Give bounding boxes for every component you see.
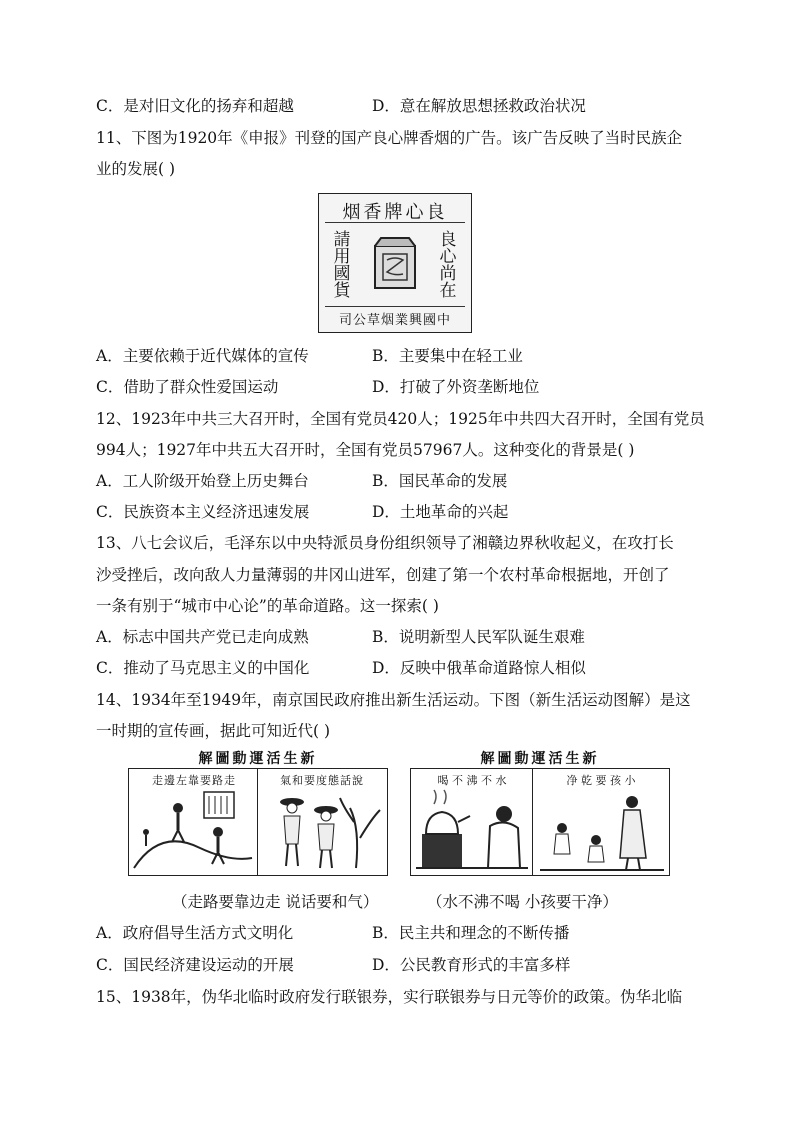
q13-option-d: D．反映中俄革命道路惊人相似: [372, 659, 586, 677]
q11-option-a: A．主要依赖于近代媒体的宣传: [96, 347, 309, 365]
poster-left-divider: [257, 768, 258, 876]
poster-right-caption: （水不沸不喝 小孩要干净）: [427, 893, 618, 911]
q11-stem-line1: 11、下图为1920年《申报》刊登的国产良心牌香烟的广告。该广告反映了当时民族企: [96, 129, 683, 147]
ad-bottom-text: 司公草烟業興國中: [338, 313, 451, 328]
ad-right-column-char: 良: [439, 230, 457, 250]
ad-right-column-char: 在: [439, 281, 457, 301]
q11-stem-line2: 业的发展( ): [96, 160, 176, 178]
walking-people-illustration: [130, 788, 256, 872]
q14-poster-right: [408, 748, 672, 878]
boiling-water-illustration: [412, 788, 530, 872]
q11-cigarette-ad: [318, 193, 472, 333]
q13-option-b: B．说明新型人民军队诞生艰难: [372, 628, 585, 646]
q14-option-a: A．政府倡导生活方式文明化: [96, 924, 294, 942]
ad-right-column-char: 心: [439, 247, 457, 267]
q13-option-c: C．推动了马克思主义的中国化: [96, 659, 310, 677]
poster-right-divider: [532, 768, 533, 876]
ad-left-column-char: 國: [333, 264, 351, 284]
talking-people-illustration: [260, 788, 386, 872]
poster-right-panel2-label: 净 乾 要 孩 小: [566, 774, 636, 787]
poster-left-panel2-label: 氣和要度態話說: [280, 774, 364, 787]
q14-option-c: C．国民经济建设运动的开展: [96, 956, 294, 974]
q11-option-c: C．借助了群众性爱国运动: [96, 378, 279, 396]
poster-left-panel1-label: 走邊左靠要路走: [152, 774, 236, 787]
ad-left-column-char: 用: [333, 247, 351, 267]
q12-stem-line1: 12、1923年中共三大召开时，全国有党员420人；1925年中共四大召开时，全国有党员: [96, 410, 705, 428]
q10-option-c: C．是对旧文化的扬弃和超越: [96, 97, 294, 115]
poster-left-caption: （走路要靠边走 说话要和气）: [172, 893, 379, 911]
q13-stem-line2: 沙受挫后，改向敌人力量薄弱的井冈山进军，创建了第一个农村革命根据地，开创了: [96, 566, 670, 584]
q14-option-d: D．公民教育形式的丰富多样: [372, 956, 571, 974]
q12-option-b: B．国民革命的发展: [372, 472, 508, 490]
q10-option-d: D．意在解放思想拯救政治状况: [372, 97, 586, 115]
ad-top-text: 烟香牌心良: [342, 202, 448, 223]
ad-left-column: [331, 230, 353, 301]
q15-stem-line1: 15、1938年，伪华北临时政府发行联银券，实行联银券与日元等价的政策。伪华北临: [96, 988, 683, 1006]
q14-stem-line2: 一时期的宣传画，据此可知近代( ): [96, 722, 331, 740]
q11-option-d: D．打破了外资垄断地位: [372, 378, 540, 396]
cigarette-pack-icon: [371, 236, 419, 292]
clean-children-illustration: [536, 788, 668, 872]
ad-left-column-char: 貨: [333, 281, 351, 301]
poster-left-header: 解圖動運活生新: [198, 751, 318, 767]
q12-stem-line2: 994人；1927年中共五大召开时，全国有党员57967人。这种变化的背景是( ): [96, 441, 635, 459]
ad-divider-top: [325, 222, 465, 223]
ad-right-column: [437, 230, 459, 301]
poster-right-header: 解圖動運活生新: [480, 751, 600, 767]
q14-option-b: B．民主共和理念的不断传播: [372, 924, 570, 942]
q14-stem-line1: 14、1934年至1949年，南京国民政府推出新生活运动。下图（新生活运动图解）是这: [96, 691, 691, 709]
q11-option-b: B．主要集中在轻工业: [372, 347, 523, 365]
q13-option-a: A．标志中国共产党已走向成熟: [96, 628, 309, 646]
ad-left-column-char: 請: [333, 230, 351, 250]
q14-poster-left: [126, 748, 390, 878]
q12-option-c: C．民族资本主义经济迅速发展: [96, 503, 310, 521]
ad-right-column-char: 尚: [439, 264, 457, 284]
q12-option-a: A．工人阶级开始登上历史舞台: [96, 472, 309, 490]
q13-stem-line3: 一条有别于“城市中心论”的革命道路。这一探索( ): [96, 597, 439, 615]
q13-stem-line1: 13、八七会议后，毛泽东以中央特派员身份组织领导了湘赣边界秋收起义，在攻打长: [96, 534, 674, 552]
ad-divider-bottom: [325, 306, 465, 307]
poster-right-panel1-label: 喝 不 沸 不 水: [437, 774, 507, 787]
q12-option-d: D．土地革命的兴起: [372, 503, 509, 521]
